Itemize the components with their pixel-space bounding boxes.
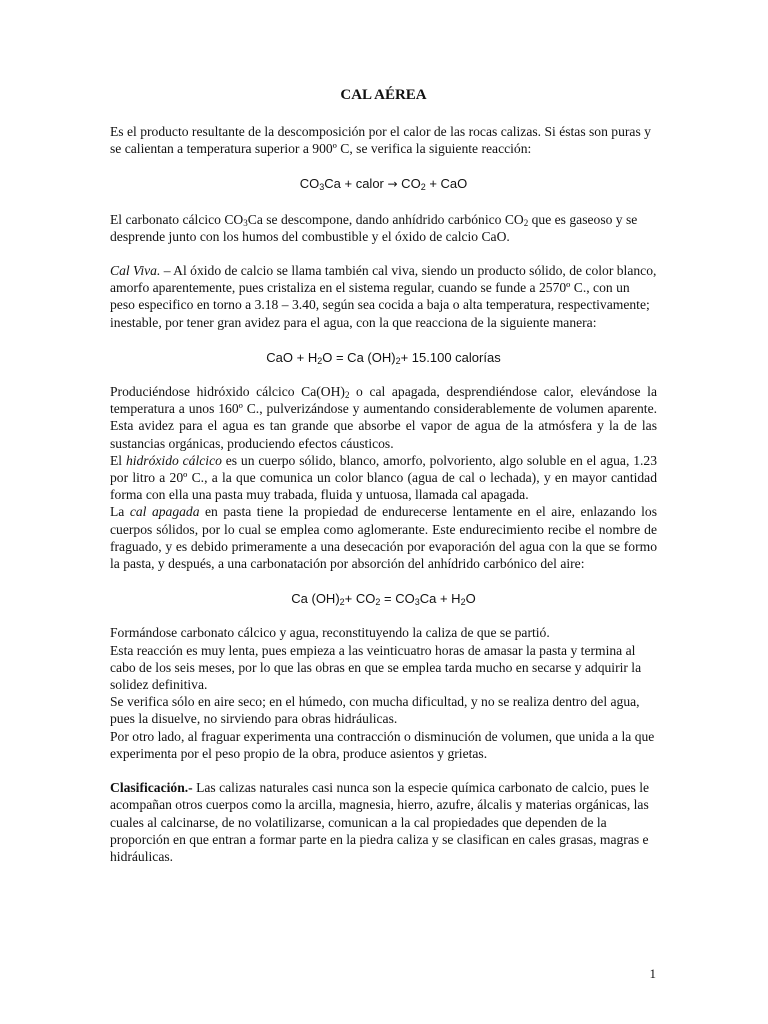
- cal-viva-label: Cal Viva.: [110, 263, 161, 279]
- formula-carbonation: Ca $(OH)_2+ CO_2 = CO_3Ca + H_2O$: [291, 591, 476, 608]
- page-number: 1: [649, 966, 656, 981]
- el-hidroxido-paragraph: El hidróxido cálcico es un cuerpo sólido, blanco, amorfo, polvoriento, algo soluble en el agua, 1.23 por litro a 20º C., a la que comunica un color blanco (agua de cal o lechada), y en mayor cantidad forma con ella una pasta muy trabada, fluida y untuosa, llamada cal apagada.: [110, 452, 658, 503]
- clasificacion-paragraph: Clasificación.- Las calizas naturales casi nunca son la especie química carbonato de calcio, pues le acompañan otros cuerpos como la arcilla, magnesia, hierro, azufre, álcalis y materias orgánicas, las cuales al calcinarse, de no volatilizarse, comunican a la cal propiedades que dependen de la proporción en que entran a formar parte en la piedra caliza y se clasifican en cales grasas, magras e hidráulicas.: [110, 780, 650, 864]
- paragraph-line: Formándose carbonato cálcico y agua, reconstituyendo la caliza de que se partió.: [110, 625, 550, 641]
- clasificacion-label: Clasificación.-: [110, 780, 193, 796]
- intro-paragraph: Es el producto resultante de la descomposición por el calor de las rocas calizas. Si éstas son puras y se calientan a temperatura superior a 900º C, se verifica la siguiente reacción:: [110, 124, 651, 157]
- carbonato-paragraph: El carbonato cálcico $CO_3Ca$ se descompone, dando anhídrido carbónico $CO_2$ que es gaseoso y se desprende junto con los humos del combustible y el óxido de calcio CaO.: [110, 211, 638, 244]
- formula-decomposition: $CO_3Ca$ + calor → $CO_2$ + CaO: [299, 176, 468, 193]
- formula-hydration: CaO + $H_2O = Ca$ $(OH)_2+ 15.100$ calorías: [266, 349, 501, 366]
- hidroxido-paragraph: Produciéndose hidróxido cálcico $Ca(OH)_2$ o cal apagada, desprendiéndose calor, elevándose la temperatura a unos 160º C., pulverizándose y aumentando considerablemente de volumen aparente. Esta avidez para el agua es tan grande que absorbe el vapor de agua de la atmósfera y la de las sustancias orgánicas, produciendo efectos cáusticos.: [110, 384, 657, 451]
- paragraph-line: Por otro lado, al fraguar experimenta una contracción o disminución de volumen, que unida a la que experimenta por el peso propio de la obra, produce asientos y grietas.: [110, 728, 655, 761]
- cal-viva-paragraph: Cal Viva. – Al óxido de calcio se llama también cal viva, siendo un producto sólido, de color blanco, amorfo aparentemente, pues cristaliza en el sistema regular, cuando se funde a 2570º C., con un peso especifico en torno a 3.18 – 3.40, según sea cocida a baja o alta temperatura, respectivamente; inestable, por tener gran avidez para el agua, con la que reacciona de la siguiente manera:: [110, 263, 657, 330]
- cal-apagada-paragraph: La cal apagada en pasta tiene la propiedad de endurecerse lentamente en el aire, enlazando los cuerpos sólidos, por lo cual se emplea como aglomerante. Este endurecimiento recibe el nombre de fraguado, y es debido primeramente a una desecación por evaporación del agua con la que se formo la pasta, y después, a una carbonatación por absorción del anhídrido carbónico del aire:: [110, 504, 657, 572]
- arrow-icon: →: [387, 177, 398, 192]
- document-title: CAL AÉREA: [340, 87, 427, 103]
- paragraph-line: Se verifica sólo en aire seco; en el húmedo, con mucha dificultad, y no se realiza dentro del agua, pues la disuelve, no sirviendo para obras hidráulicas.: [110, 694, 640, 727]
- document-page: [110, 85, 657, 865]
- paragraph-line: Esta reacción es muy lenta, pues empieza a las veinticuatro horas de amasar la pasta y termina al cabo de los seis meses, por lo que las obras en que se emplea tarda mucho en secarse y adquirir la solidez definitiva.: [110, 642, 642, 693]
